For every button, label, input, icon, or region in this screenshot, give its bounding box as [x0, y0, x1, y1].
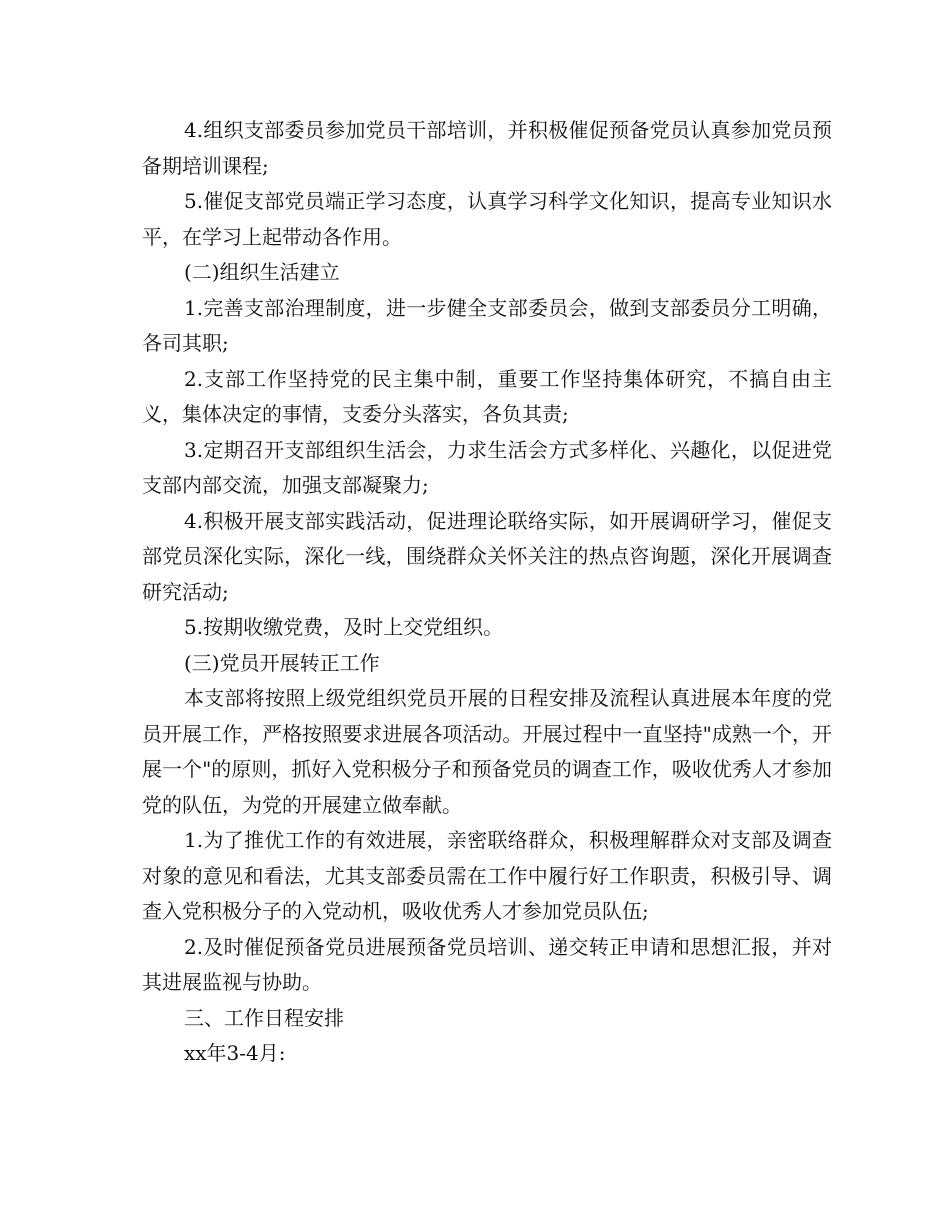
paragraph-item-5-study: 5.催促支部党员端正学习态度，认真学习科学文化知识，提高专业知识水平，在学习上起带动各作用。	[142, 189, 832, 249]
paragraph-item-2-centralism: 2.支部工作坚持党的民主集中制，重要工作坚持集体研究，不搞自由主义，集体决定的事情，支委分头落实，各负其责;	[142, 366, 832, 426]
document-body	[142, 113, 832, 1072]
paragraph-item-2-probationary: 2.及时催促预备党员进展预备党员培训、递交转正申请和思想汇报，并对其进展监视与协助。	[142, 934, 832, 994]
schedule-period-label: xx年3-4月:	[184, 1041, 286, 1065]
paragraph-item-4-training: 4.组织支部委员参加党员干部培训，并积极催促预备党员认真参加党员预备期培训课程;	[142, 118, 832, 178]
paragraph-item-1-management: 1.完善支部治理制度，进一步健全支部委员会，做到支部委员分工明确，各司其职;	[142, 295, 832, 355]
paragraph-item-5-dues: 5.按期收缴党费，及时上交党组织。	[184, 615, 504, 639]
paragraph-item-1-recommendation: 1.为了推优工作的有效进展，亲密联络群众，积极理解群众对支部及调查对象的意见和看法，尤其支部委员需在工作中履行好工作职责，积极引导、调查入党积极分子的入党动机，吸收优秀人才参加党员队伍;	[142, 828, 832, 923]
section-heading-member-development: (三)党员开展转正工作	[184, 650, 380, 675]
section-heading-organization-life: (二)组织生活建立	[184, 260, 340, 284]
paragraph-item-3-meetings: 3.定期召开支部组织生活会，力求生活会方式多样化、兴趣化，以促进党支部内部交流，加强支部凝聚力;	[142, 437, 832, 497]
paragraph-item-4-practice: 4.积极开展支部实践活动，促进理论联络实际，如开展调研学习，催促支部党员深化实际，深化一线，围绕群众关怀关注的热点咨询题，深化开展调查研究活动;	[142, 508, 832, 604]
section-heading-schedule: 三、工作日程安排	[184, 1005, 344, 1030]
paragraph-development-intro: 本支部将按照上级党组织党员开展的日程安排及流程认真进展本年度的党员开展工作，严格按照要求进展各项活动。开展过程中一直坚持"成熟一个，开展一个"的原则，抓好入党积极分子和预备党员的调查工作，吸收优秀人才参加党的队伍，为党的开展建立做奉献。	[142, 686, 832, 817]
